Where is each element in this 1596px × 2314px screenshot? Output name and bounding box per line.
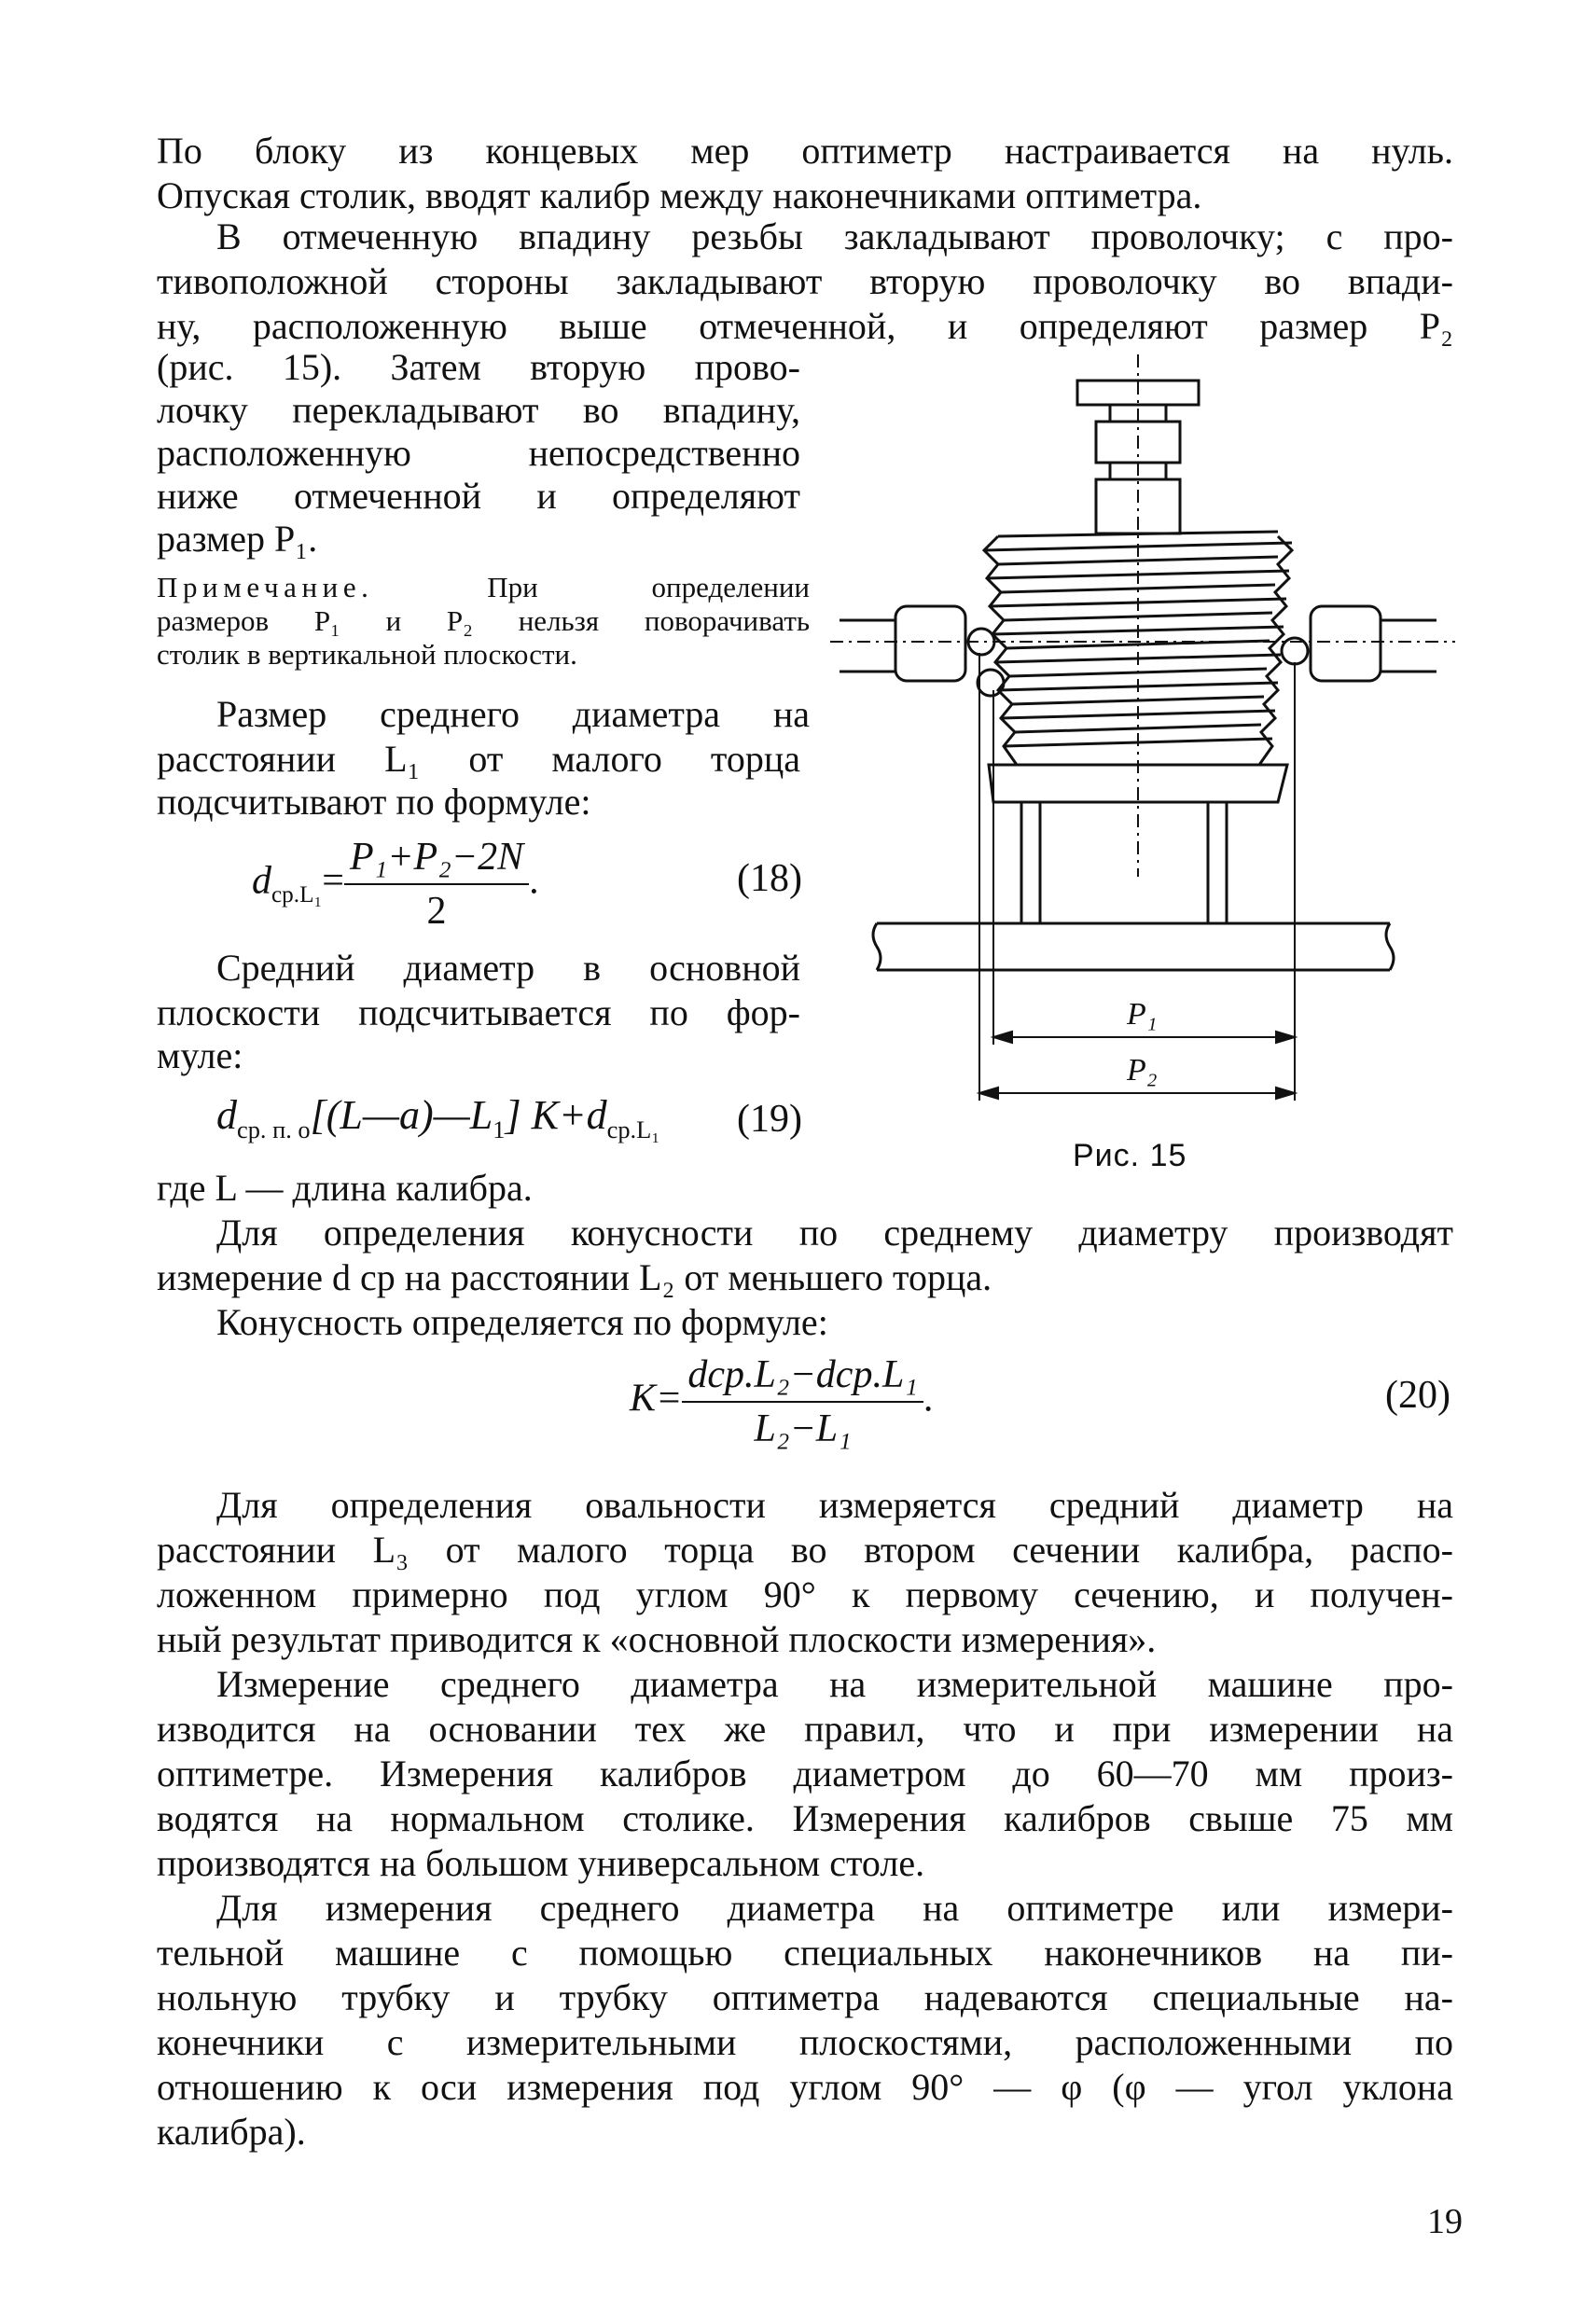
- formula-18-lhs: d: [252, 859, 271, 903]
- paragraph-9-line-4: конечники с измерительными плоскостями, расположенными по: [157, 2021, 1453, 2063]
- paragraph-8-line-2: изводится на основании тех же правил, что и при измерении на: [157, 1708, 1453, 1750]
- formula-18-denominator: 2: [426, 890, 447, 933]
- paragraph-9-line-5: отношению к оси измерения под углом 90° — φ (φ — угол уклона: [157, 2066, 1453, 2108]
- figure-15-thread-gauge-drawing: [830, 354, 1455, 1175]
- formula-20-number: (20): [1385, 1374, 1450, 1417]
- figure-label-p2: P₂: [1127, 1053, 1158, 1088]
- note-label: Примечание.: [157, 571, 374, 603]
- figure-dimension-p1: [993, 1032, 1295, 1043]
- note-line-3: столик в вертикальной плоскости.: [157, 638, 577, 671]
- paragraph-1-line-1: По блоку из концевых мер оптиметр настраивается на нуль.: [157, 130, 1453, 172]
- paragraph-3-line-2: расстоянии L₁ от малого торца: [157, 738, 800, 780]
- formula-20-denominator: L₂−L₁: [754, 1407, 852, 1450]
- formula-18-fraction: [344, 835, 529, 934]
- figure-dimension-p2: [979, 1088, 1295, 1099]
- paragraph-2-line-5: лочку перекладывают во впадину,: [157, 389, 800, 431]
- paragraph-6-line-3: Конусность определяется по формуле:: [216, 1301, 828, 1343]
- paragraph-4-line-1: Средний диаметр в основной: [216, 947, 800, 989]
- paragraph-2-line-1: В отмеченную впадину резьбы закладывают проволочку; с про-: [216, 215, 1453, 257]
- paragraph-8-line-5: производятся на большом универсальном столе.: [157, 1842, 925, 1884]
- paragraph-2-line-4: (рис. 15). Затем вторую прово-: [157, 346, 800, 388]
- note-line-1: [157, 571, 810, 604]
- formula-20-lhs: K=: [630, 1377, 683, 1420]
- paragraph-2-line-8: размер P₁.: [157, 518, 318, 560]
- formula-18-number: (18): [737, 857, 802, 900]
- paragraph-2-line-7: ниже отмеченной и определяют: [157, 475, 800, 517]
- formula-19-sub-b: 1: [493, 1115, 506, 1143]
- paragraph-9-line-6: калибра).: [157, 2111, 306, 2153]
- formula-19-number: (19): [737, 1098, 802, 1141]
- formula-18-eq: =: [322, 859, 344, 903]
- paragraph-6-line-1: Для определения конусности по среднему диаметру производят: [216, 1212, 1453, 1254]
- paragraph-6-line-2: измерение d ср на расстоянии L₂ от меньшего торца.: [157, 1256, 992, 1298]
- paragraph-9-line-2: тельной машине с помощью специальных наконечников на пи-: [157, 1932, 1453, 1974]
- paragraph-7-line-3: ложенном примерно под углом 90° к первому сечению, и получен-: [157, 1573, 1453, 1615]
- formula-20: [630, 1352, 933, 1451]
- formula-19-part-a: d: [216, 1092, 237, 1138]
- paragraph-2-line-6: расположенную непосредственно: [157, 432, 800, 474]
- figure-label-p1: P₁: [1127, 997, 1158, 1032]
- formula-19-sub-c: ср.L₁: [606, 1115, 660, 1143]
- figure-stand-leg-left: [1021, 802, 1040, 923]
- figure-table: [873, 923, 1394, 970]
- paragraph-8-line-4: водятся на нормальном столике. Измерения калибров свыше 75 мм: [157, 1797, 1453, 1839]
- paragraph-8-line-1: Измерение среднего диаметра на измерительной машине про-: [216, 1663, 1453, 1705]
- paragraph-9-line-1: Для измерения среднего диаметра на оптиметре или измери-: [216, 1887, 1453, 1929]
- paragraph-7-line-4: ный результат приводится к «основной плоскости измерения».: [157, 1618, 1157, 1660]
- paragraph-5-line-1: где L — длина калибра.: [157, 1167, 533, 1209]
- paragraph-4-line-3: муле:: [157, 1034, 243, 1076]
- paragraph-4-line-2: плоскости подсчитывается по фор-: [157, 991, 800, 1033]
- formula-19-sub-a: ср. п. о: [237, 1115, 311, 1143]
- formula-19-part-b: [(L—a)—L: [310, 1092, 493, 1138]
- figure-caption: Рис. 15: [1073, 1138, 1187, 1173]
- formula-18-tail: .: [529, 859, 539, 903]
- page-number: 19: [1427, 2202, 1463, 2241]
- paragraph-2-line-2: тивоположной стороны закладывают вторую проволочку во впади-: [157, 260, 1453, 302]
- formula-20-fraction: [682, 1352, 923, 1451]
- figure-thread-body: [984, 532, 1292, 765]
- note-line-1-text: При определении: [487, 571, 810, 603]
- formula-20-tail: .: [923, 1377, 934, 1420]
- paragraph-9-line-3: нольную трубку и трубку оптиметра надеваются специальные на-: [157, 1976, 1453, 2018]
- paragraph-1-line-2: Опуская столик, вводят калибр между наконечниками оптиметра.: [157, 174, 1202, 216]
- formula-18-numerator: P₁+P₂−2N: [344, 835, 529, 885]
- formula-18-lhs-sub: ср.L₁: [271, 882, 323, 908]
- paragraph-3-line-1: Размер среднего диаметра на: [216, 693, 810, 735]
- note-line-2: размеров P₁ и P₂ нельзя поворачивать: [157, 604, 810, 637]
- formula-19-part-c: ] K+d: [505, 1092, 607, 1138]
- formula-19: [216, 1091, 659, 1144]
- paragraph-7-line-2: расстоянии L₃ от малого торца во втором сечении калибра, распо-: [157, 1529, 1453, 1571]
- paragraph-8-line-3: оптиметре. Измерения калибров диаметром до 60—70 мм произ-: [157, 1753, 1453, 1794]
- figure-wire-left-lower: [978, 670, 1004, 696]
- paragraph-7-line-1: Для определения овальности измеряется средний диаметр на: [216, 1484, 1453, 1526]
- formula-20-numerator: dср.L₂−dср.L₁: [682, 1352, 923, 1403]
- figure-stand-leg-right: [1208, 802, 1227, 923]
- formula-18: [252, 835, 539, 934]
- figure-left-tip: [840, 606, 965, 681]
- paragraph-3-line-3: подсчитывают по формуле:: [157, 781, 591, 823]
- figure-right-tip: [1311, 606, 1436, 681]
- paragraph-2-line-3: ну, расположенную выше отмеченной, и определяют размер P₂: [157, 305, 1453, 347]
